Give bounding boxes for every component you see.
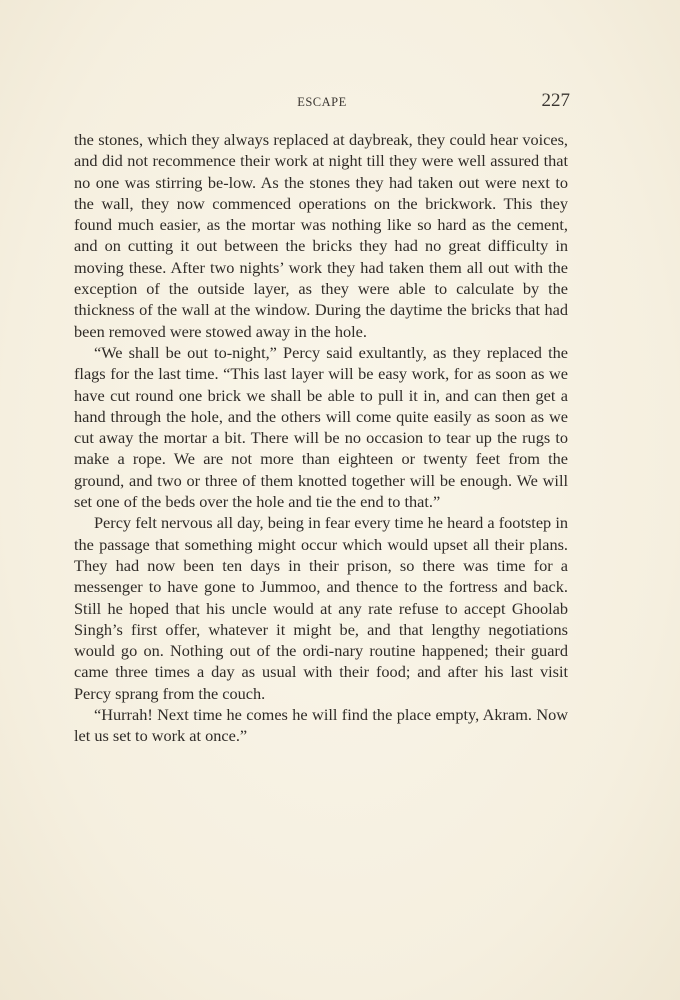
running-title: ESCAPE bbox=[297, 95, 347, 109]
page-number: 227 bbox=[541, 90, 570, 111]
paragraph: “Hurrah! Next time he comes he will find the place empty, Akram. Now let us set to work at once.” bbox=[74, 705, 568, 746]
paragraph: Percy felt nervous all day, being in fear every time he heard a footstep in the passage that something might occur which would upset all their plans. They had now been ten days in their prison, so there was time for a messenger to have gone to Jummoo, and thence to the fortress and back. Still he hoped that his uncle would at any rate refuse to accept Ghoolab Singh’s first offer, whatever it might be, and that lengthy negotiations would go on. Nothing out of the ordi-nary routine happened; their guard came three times a day as usual with their food; and after his last visit Percy sprang from the couch. bbox=[74, 513, 568, 703]
body-text bbox=[74, 129, 568, 747]
paragraph: the stones, which they always replaced at daybreak, they could hear voices, and did not recommence their work at night till they were well assured that no one was stirring be-low. As the stones they had taken out were next to the wall, they now commenced operations on the brickwork. This they found much easier, as the mortar was nothing like so hard as the cement, and on cutting it out between the bricks they had no great difficulty in moving these. After two nights’ work they had taken them all out with the exception of the outside layer, as they were able to calculate by the thickness of the wall at the window. During the daytime the bricks that had been removed were stowed away in the hole. bbox=[74, 130, 568, 341]
running-head bbox=[74, 90, 570, 114]
paragraph: “We shall be out to-night,” Percy said exultantly, as they replaced the flags for the last time. “This last layer will be easy work, for as soon as we have cut round one brick we shall be able to pull it in, and can then get a hand through the hole, and the others will come quite easily as soon as we cut away the mortar a bit. There will be no occasion to tear up the rugs to make a rope. We are not more than eighteen or twenty feet from the ground, and two or three of them knotted together will be enough. We will set one of the beds over the hole and tie the end to that.” bbox=[74, 342, 568, 512]
